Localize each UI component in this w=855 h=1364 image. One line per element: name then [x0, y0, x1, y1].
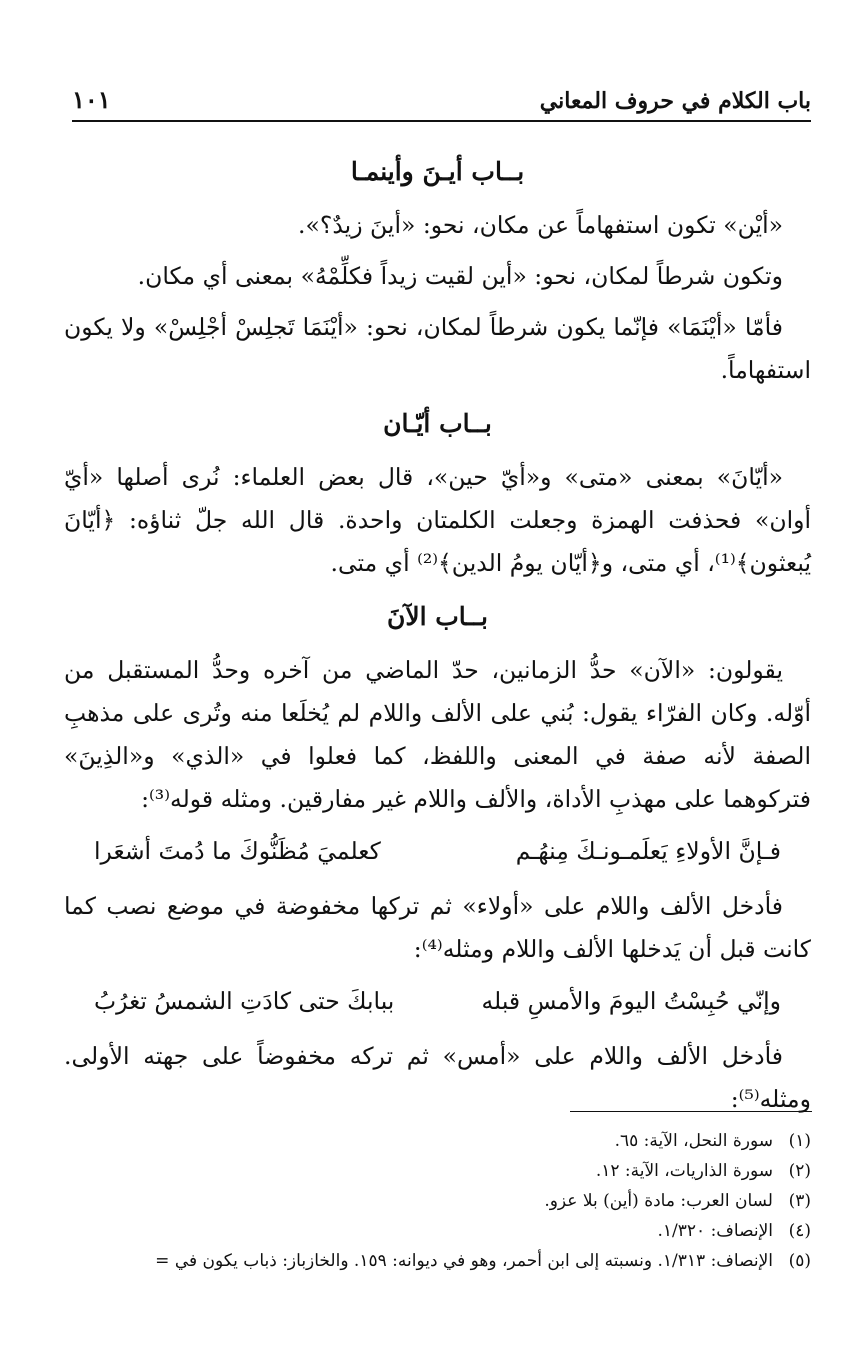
footnotes: [40, 1126, 811, 1276]
footnote: [40, 1246, 811, 1276]
footnote-number: (٢): [788, 1161, 811, 1181]
poem-verse: [64, 829, 811, 873]
section-title-alana: بــاب الآنَ: [386, 602, 489, 631]
paragraph: فأمّا «أيْنَمَا» فإنّما يكون شرطاً لمكان، نحو: «أيْنَمَا تَجلِسْ أجْلِسْ» ولا يكون استفهاماً.: [64, 313, 811, 384]
running-title: باب الكلام في حروف المعاني: [539, 88, 811, 114]
footnote-text: سورة الذاريات، الآية: ١٢.: [595, 1161, 773, 1181]
page-header: [72, 78, 811, 122]
footnote-number: (١): [788, 1131, 811, 1151]
paragraph: فأدخل الألف واللام على «أولاء» ثم تركها مخفوضة في موضع نصب كما كانت قبل أن يَدخلها الألف واللام ومثله⁽⁴⁾:: [64, 892, 811, 963]
footnote-number: (٣): [788, 1191, 811, 1211]
paragraph: وتكون شرطاً لمكان، نحو: «أين لقيت زيداً فكلِّمْهُ» بمعنى أي مكان.: [137, 262, 783, 290]
footnote-text: الإنصاف: ١/٣١٣. ونسبته إلى ابن أحمر، وهو في ديوانه: ١٥٩. والخازباز: ذباب يكون في =: [155, 1251, 773, 1271]
footnote-text: الإنصاف: ١/٣٢٠.: [657, 1221, 773, 1241]
footnote-text: لسان العرب: مادة (أين) بلا عزو.: [544, 1191, 773, 1211]
footnote-text: سورة النحل، الآية: ٦٥.: [614, 1131, 773, 1151]
paragraph: فأدخل الألف واللام على «أمس» ثم تركه مخفوضاً على جهته الأولى. ومثله⁽⁵⁾:: [64, 1042, 811, 1113]
page-body: [64, 140, 811, 1129]
footnote: [40, 1126, 811, 1156]
footnote: [40, 1216, 811, 1246]
verse-second-hemistich: ببابكَ حتى كادَتِ الشمسُ تغرُبُ: [94, 987, 395, 1015]
section-title-ayyana: بــاب أيّـان: [383, 409, 492, 438]
verse-second-hemistich: كعلميَ مُظَنُّوكَ ما دُمتَ أشعَرا: [94, 837, 381, 865]
paragraph: يقولون: «الآن» حدُّ الزمانين، حدّ الماضي من آخره وحدُّ المستقبل من أوّله. وكان الفرّاء يقول: بُني على الألف واللام لم يُخلَعا منه وتُرى على مذهبِ الصفة لأنه صفة في المعنى واللفظ، كما فعلوا في «الذي» و«الذِينَ» فتركوهما على مهذبِ الأداة، والألف واللام غير مفارقين. ومثله قوله⁽³⁾:: [64, 656, 811, 813]
footnote-number: (٤): [788, 1221, 811, 1241]
footnote-divider: [570, 1111, 812, 1112]
footnote-number: (٥): [788, 1251, 811, 1271]
poem-verse: [64, 979, 811, 1023]
footnote: [40, 1186, 811, 1216]
paragraph: «أيّانَ» بمعنى «متى» و«أيّ حين»، قال بعض العلماء: نُرى أصلها «أيّ أوان» فحذفت الهمزة وجعلت الكلمتان واحدة. قال الله جلّ ثناؤه: ﴿أيّانَ يُبعثون﴾⁽¹⁾، أي متى، و﴿أيّان يومُ الدين﴾⁽²⁾ أي متى.: [64, 463, 811, 577]
paragraph: «أيْن» تكون استفهاماً عن مكان، نحو: «أينَ زيدٌ؟».: [298, 211, 783, 239]
verse-first-hemistich: وإنّي حُبِسْتُ اليومَ والأمسِ قبله: [481, 987, 781, 1015]
section-title-ayna: بــاب أيـنَ وأينمـا: [350, 157, 525, 186]
footnote: [40, 1156, 811, 1186]
page-number: ١٠١: [72, 85, 111, 114]
verse-first-hemistich: فـإنَّ الأولاءِ يَعلَمـونـكَ مِنهُـم: [515, 837, 781, 865]
